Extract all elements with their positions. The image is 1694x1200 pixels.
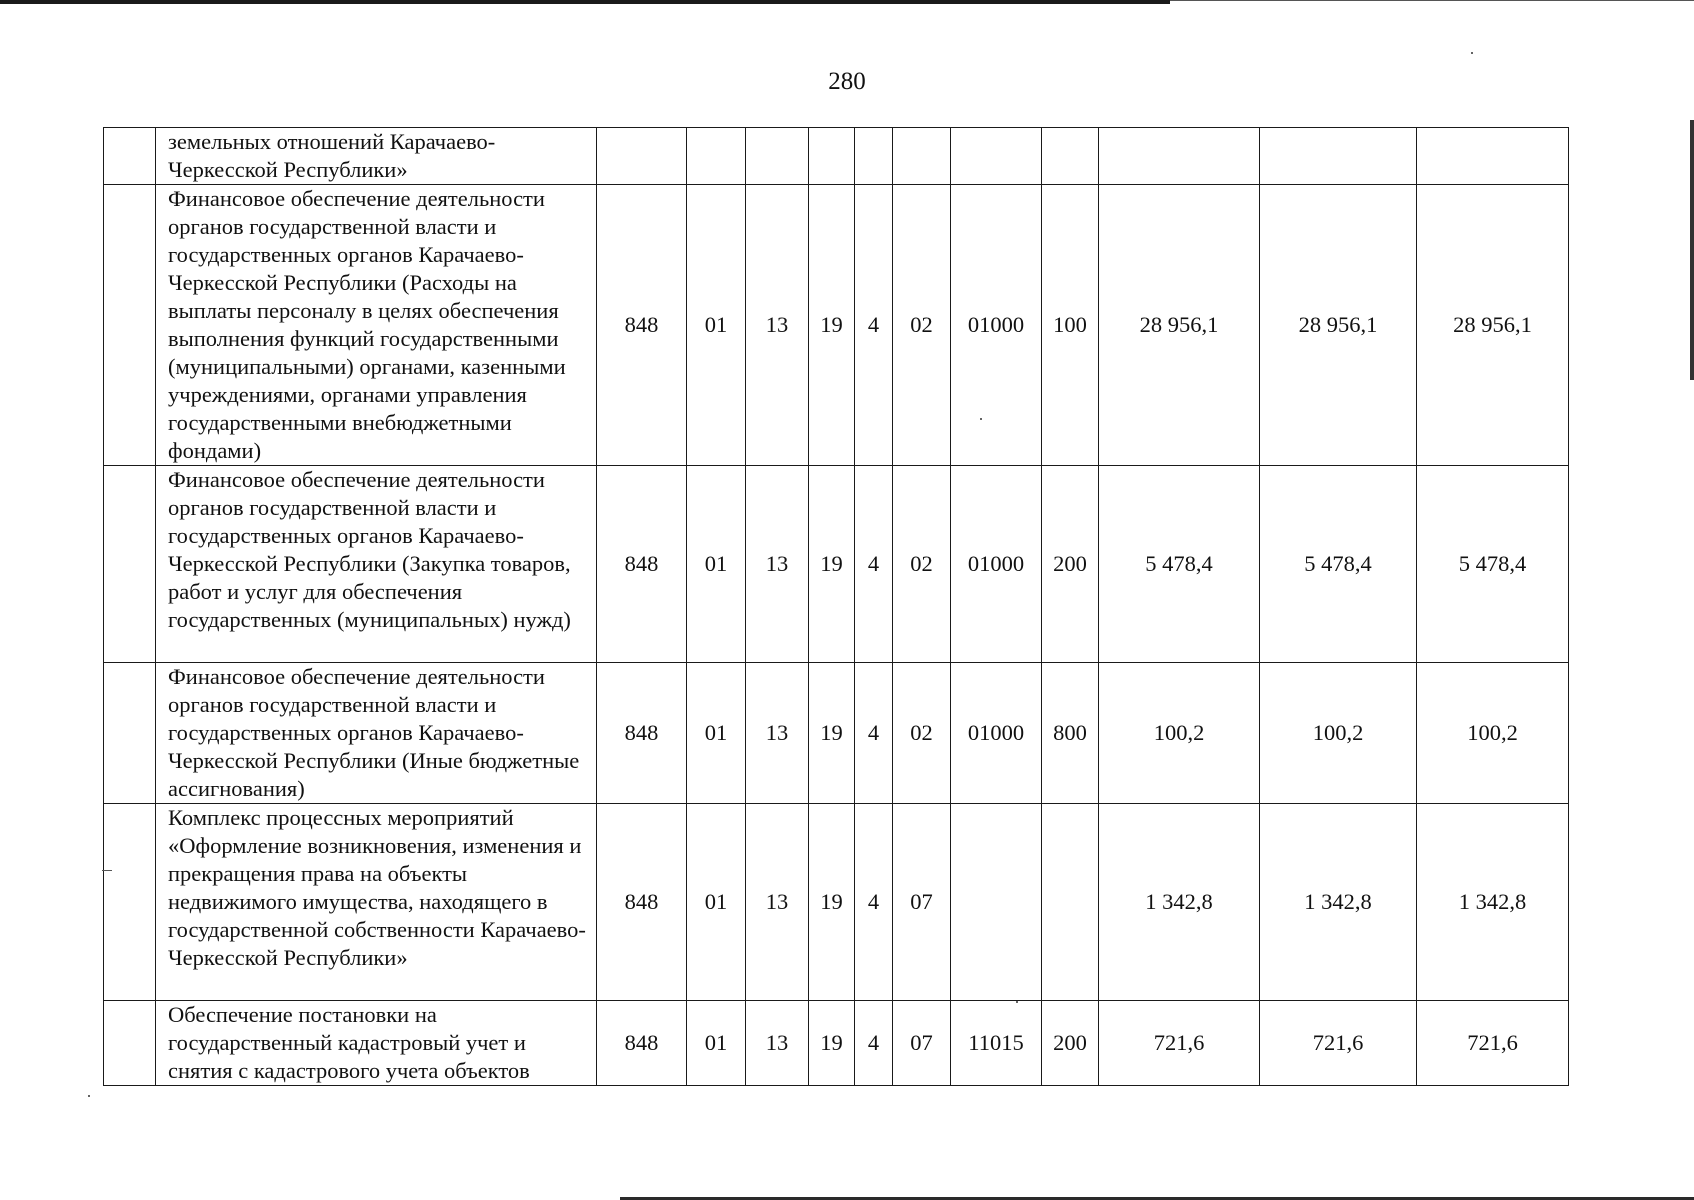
amount-year-1: 28 956,1 <box>1099 185 1260 466</box>
amount-year-3 <box>1417 128 1569 185</box>
program-code-cell: 19 <box>809 663 855 804</box>
amount-year-2 <box>1260 128 1417 185</box>
budget-table <box>103 127 1569 1086</box>
grbs-cell: 848 <box>597 466 687 663</box>
program-type-cell: 4 <box>855 466 893 663</box>
grbs-cell: 848 <box>597 185 687 466</box>
subsection-cell: 13 <box>746 185 809 466</box>
program-type-cell: 4 <box>855 1001 893 1086</box>
scan-edge-top <box>0 0 1170 4</box>
structural-element-cell: 02 <box>893 185 951 466</box>
expense-type-cell <box>1042 804 1099 1001</box>
structural-element-cell: 02 <box>893 466 951 663</box>
scan-tick-mark <box>102 870 112 871</box>
section-cell: 01 <box>687 804 746 1001</box>
row-description: Обеспечение постановки на государственный кадастровый учет и снятия с кадастрового учета объектов <box>156 1001 597 1086</box>
program-code-cell: 19 <box>809 804 855 1001</box>
amount-year-1 <box>1099 128 1260 185</box>
expense-type-cell: 200 <box>1042 1001 1099 1086</box>
section-cell: 01 <box>687 466 746 663</box>
row-number-cell <box>104 663 156 804</box>
row-number-cell <box>104 1001 156 1086</box>
subsection-cell: 13 <box>746 663 809 804</box>
row-description: Финансовое обеспечение деятельности органов государственной власти и государственных органов Карачаево-Черкесской Республики (Иные бюджетные ассигнования) <box>156 663 597 804</box>
table-row <box>104 128 1569 185</box>
amount-year-1: 1 342,8 <box>1099 804 1260 1001</box>
section-cell: 01 <box>687 185 746 466</box>
program-type-cell: 4 <box>855 185 893 466</box>
expense-type-cell: 800 <box>1042 663 1099 804</box>
amount-year-2: 721,6 <box>1260 1001 1417 1086</box>
structural-element-cell <box>893 128 951 185</box>
subsection-cell: 13 <box>746 466 809 663</box>
structural-element-cell: 02 <box>893 663 951 804</box>
subsection-cell <box>746 128 809 185</box>
grbs-cell: 848 <box>597 663 687 804</box>
section-cell: 01 <box>687 663 746 804</box>
expense-type-cell: 100 <box>1042 185 1099 466</box>
table-row <box>104 466 1569 663</box>
grbs-cell: 848 <box>597 1001 687 1086</box>
amount-year-2: 1 342,8 <box>1260 804 1417 1001</box>
scan-speck <box>1016 1001 1018 1003</box>
scan-edge-top-thin <box>1170 0 1694 1</box>
row-number-cell <box>104 185 156 466</box>
amount-year-1: 100,2 <box>1099 663 1260 804</box>
section-cell <box>687 128 746 185</box>
grbs-cell: 848 <box>597 804 687 1001</box>
program-code-cell: 19 <box>809 185 855 466</box>
table-row <box>104 185 1569 466</box>
program-type-cell: 4 <box>855 804 893 1001</box>
program-type-cell <box>855 128 893 185</box>
structural-element-cell: 07 <box>893 1001 951 1086</box>
amount-year-3: 28 956,1 <box>1417 185 1569 466</box>
row-description: Финансовое обеспечение деятельности органов государственной власти и государственных органов Карачаево-Черкесской Республики (Расходы на выплаты персоналу в целях обеспечения выполнения функций государственными (муниципальными) органами, казенными учреждениями, органами управления государственными внебюджетными фондами) <box>156 185 597 466</box>
amount-year-2: 5 478,4 <box>1260 466 1417 663</box>
amount-year-1: 5 478,4 <box>1099 466 1260 663</box>
amount-year-1: 721,6 <box>1099 1001 1260 1086</box>
amount-year-3: 5 478,4 <box>1417 466 1569 663</box>
row-number-cell <box>104 804 156 1001</box>
direction-code-cell: 01000 <box>951 185 1042 466</box>
scan-speck <box>980 418 982 420</box>
amount-year-3: 721,6 <box>1417 1001 1569 1086</box>
direction-code-cell: 01000 <box>951 466 1042 663</box>
program-type-cell: 4 <box>855 663 893 804</box>
direction-code-cell: 01000 <box>951 663 1042 804</box>
direction-code-cell <box>951 128 1042 185</box>
page-number: 280 <box>828 68 866 95</box>
row-number-cell <box>104 466 156 663</box>
amount-year-3: 100,2 <box>1417 663 1569 804</box>
row-description: земельных отношений Карачаево-Черкесской Республики» <box>156 128 597 185</box>
expense-type-cell <box>1042 128 1099 185</box>
table-row <box>104 1001 1569 1086</box>
subsection-cell: 13 <box>746 804 809 1001</box>
row-description: Финансовое обеспечение деятельности органов государственной власти и государственных органов Карачаево-Черкесской Республики (Закупка товаров, работ и услуг для обеспечения государственных (муниципальных) нужд) <box>156 466 597 663</box>
table-row <box>104 804 1569 1001</box>
structural-element-cell: 07 <box>893 804 951 1001</box>
row-number-cell <box>104 128 156 185</box>
direction-code-cell: 11015 <box>951 1001 1042 1086</box>
expense-type-cell: 200 <box>1042 466 1099 663</box>
program-code-cell: 19 <box>809 1001 855 1086</box>
row-description: Комплекс процессных мероприятий «Оформление возникновения, изменения и прекращения права на объекты недвижимого имущества, находящего в государственной собственности Карачаево-Черкесской Республики» <box>156 804 597 1001</box>
subsection-cell: 13 <box>746 1001 809 1086</box>
scan-speck <box>1471 52 1473 54</box>
amount-year-2: 28 956,1 <box>1260 185 1417 466</box>
scan-edge-right <box>1690 120 1694 380</box>
amount-year-2: 100,2 <box>1260 663 1417 804</box>
table-row <box>104 663 1569 804</box>
direction-code-cell <box>951 804 1042 1001</box>
grbs-cell <box>597 128 687 185</box>
section-cell: 01 <box>687 1001 746 1086</box>
program-code-cell: 19 <box>809 466 855 663</box>
program-code-cell <box>809 128 855 185</box>
amount-year-3: 1 342,8 <box>1417 804 1569 1001</box>
scan-speck <box>88 1095 90 1097</box>
